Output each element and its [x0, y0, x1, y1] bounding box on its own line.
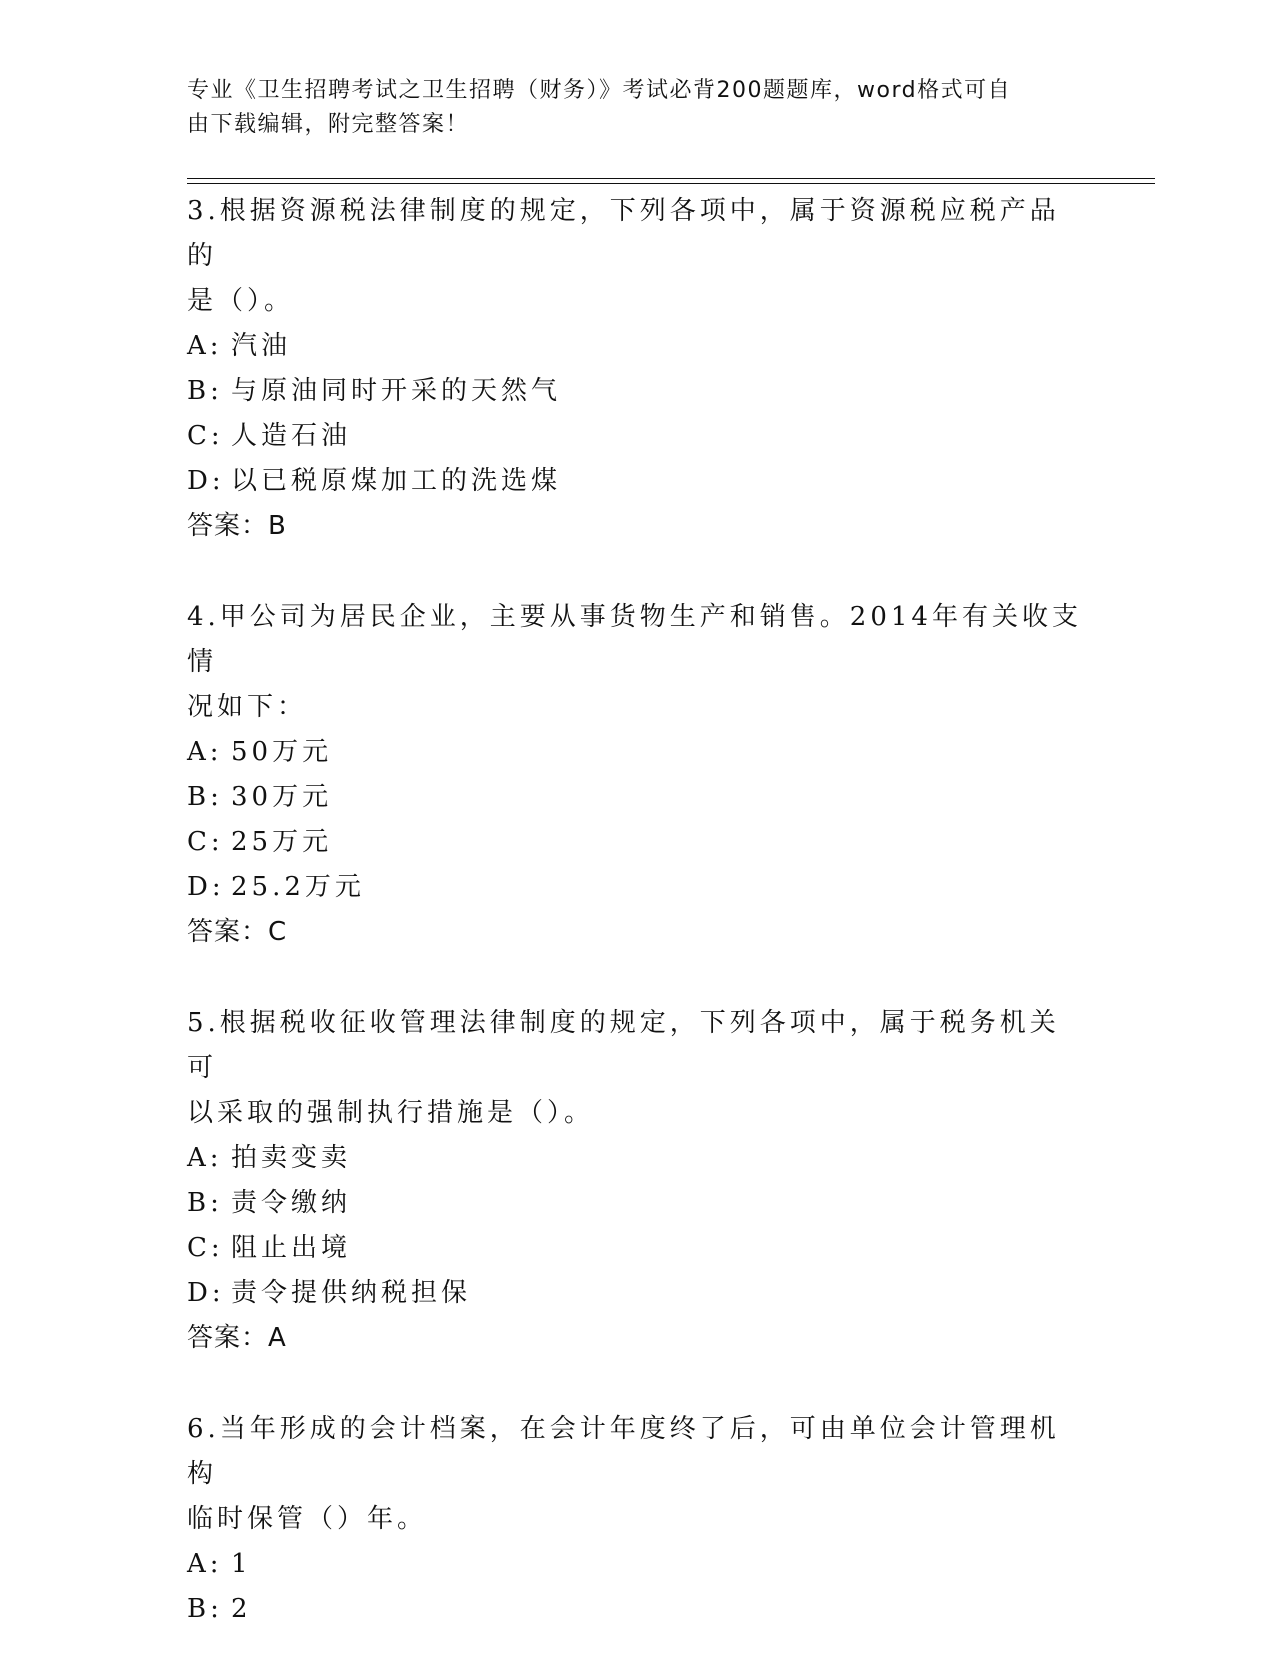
question-list	[187, 189, 1087, 1678]
option-text: 汽油	[231, 331, 292, 361]
question-6	[187, 1407, 1087, 1632]
option-text: 拍卖变卖	[231, 1143, 352, 1173]
question-text-line-2: 以采取的强制执行措施是（）。	[187, 1098, 595, 1128]
option-a	[187, 730, 1087, 775]
header-divider-top	[187, 178, 1155, 179]
option-key: D:	[187, 872, 225, 902]
option-text: 1	[231, 1549, 252, 1579]
option-b	[187, 369, 1087, 414]
answer-line: 答案：B	[187, 511, 287, 541]
option-text: 与原油同时开采的天然气	[231, 376, 562, 406]
question-3	[187, 189, 1087, 549]
option-text: 50万元	[231, 737, 333, 767]
option-key: B:	[187, 1188, 223, 1218]
option-c	[187, 820, 1087, 865]
option-key: D:	[187, 1278, 225, 1308]
option-a	[187, 1136, 1087, 1181]
option-d	[187, 1271, 1087, 1316]
option-a	[187, 324, 1087, 369]
question-text-line-2: 是（）。	[187, 286, 295, 316]
option-key: C:	[187, 1233, 224, 1263]
option-a	[187, 1542, 1087, 1587]
option-key: B:	[187, 1594, 223, 1624]
option-key: C:	[187, 421, 224, 451]
option-text: 人造石油	[231, 421, 352, 451]
question-text-line-1: 4.甲公司为居民企业，主要从事货物生产和销售。2014年有关收支情	[187, 602, 1082, 677]
question-text-line-1: 3.根据资源税法律制度的规定，下列各项中，属于资源税应税产品的	[187, 196, 1060, 271]
question-text-line-2: 临时保管（）年。	[187, 1504, 428, 1534]
option-text: 责令缴纳	[231, 1188, 352, 1218]
answer-line: 答案：C	[187, 917, 288, 947]
option-key: A:	[187, 331, 223, 361]
option-text: 30万元	[231, 782, 333, 812]
option-text: 阻止出境	[231, 1233, 352, 1263]
option-key: A:	[187, 1549, 223, 1579]
document-header	[187, 74, 1067, 142]
answer-line: 答案：A	[187, 1323, 287, 1353]
option-text: 责令提供纳税担保	[231, 1278, 472, 1308]
header-divider-bottom	[187, 183, 1155, 184]
option-key: D:	[187, 466, 225, 496]
option-text: 以已税原煤加工的洗选煤	[231, 466, 562, 496]
option-b	[187, 1587, 1087, 1632]
question-text-line-1: 5.根据税收征收管理法律制度的规定，下列各项中，属于税务机关可	[187, 1008, 1060, 1083]
option-text: 2	[231, 1594, 252, 1624]
option-key: C:	[187, 827, 224, 857]
option-key: B:	[187, 782, 223, 812]
header-line-1: 专业《卫生招聘考试之卫生招聘（财务）》考试必背200题题库，word格式可自	[187, 78, 1012, 103]
question-4	[187, 595, 1087, 955]
question-text-line-1: 6.当年形成的会计档案，在会计年度终了后，可由单位会计管理机构	[187, 1414, 1060, 1489]
option-d	[187, 865, 1087, 910]
option-key: A:	[187, 1143, 223, 1173]
option-c	[187, 414, 1087, 459]
header-line-2: 由下载编辑，附完整答案！	[187, 112, 470, 137]
option-c	[187, 1226, 1087, 1271]
question-5	[187, 1001, 1087, 1361]
option-b	[187, 1181, 1087, 1226]
option-b	[187, 775, 1087, 820]
option-key: A:	[187, 737, 223, 767]
question-text-line-2: 况如下：	[187, 692, 308, 722]
option-text: 25.2万元	[231, 872, 365, 902]
option-text: 25万元	[231, 827, 333, 857]
option-key: B:	[187, 376, 223, 406]
option-d	[187, 459, 1087, 504]
